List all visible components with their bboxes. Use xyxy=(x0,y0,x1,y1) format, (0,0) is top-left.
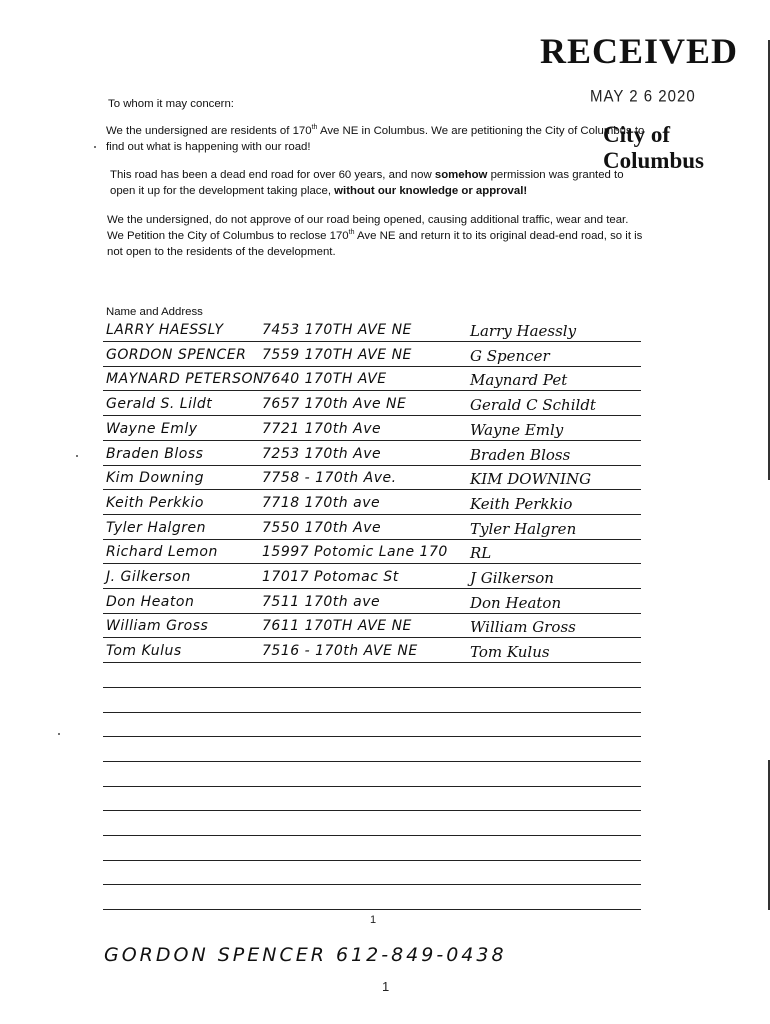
signature-line xyxy=(103,860,641,861)
footer-handwritten-contact: GORDON SPENCER 612-849-0438 xyxy=(104,944,507,966)
paragraph-1-sup: th xyxy=(311,124,318,132)
signature-line xyxy=(103,514,641,515)
paragraph-1-text-b: Ave NE in Columbus. We are petitioning the City of Columbus to find out what is happening with our road! xyxy=(106,125,645,153)
signature-line xyxy=(103,563,641,564)
entry-name: Tom Kulus xyxy=(106,643,182,659)
paragraph-3-sup: th xyxy=(348,229,355,237)
entry-address: 7453 170TH AVE NE xyxy=(262,322,412,338)
signature-line xyxy=(103,712,641,713)
signature-line xyxy=(103,761,641,762)
signature-line xyxy=(103,687,641,688)
entry-name: Tyler Halgren xyxy=(106,520,206,536)
entry-name: Braden Bloss xyxy=(106,446,204,462)
paragraph-2 xyxy=(110,167,650,199)
entry-signature: RL xyxy=(470,544,492,562)
entry-signature: William Gross xyxy=(470,618,576,636)
entry-address: 7657 170th Ave NE xyxy=(262,396,407,412)
paragraph-3-text-b: Ave NE and return it to its original dead-end road, so it is not open to the residents of the development. xyxy=(107,230,643,258)
entry-name: Don Heaton xyxy=(106,594,195,610)
paragraph-2-bold-2: without our knowledge or approval! xyxy=(334,185,528,197)
signature-line xyxy=(103,489,641,490)
paragraph-2-text-b: permission was granted to open it up for the development taking place, xyxy=(110,169,624,197)
entry-signature: J Gilkerson xyxy=(470,569,554,587)
paragraph-2-text-a: This road has been a dead end road for over 60 years, and now xyxy=(110,169,435,181)
paragraph-1-text-a: We the undersigned are residents of 170 xyxy=(106,125,312,137)
salutation: To whom it may concern: xyxy=(108,98,234,110)
signature-line xyxy=(103,588,641,589)
received-stamp: RECEIVED xyxy=(540,31,739,71)
entry-address: 7559 170TH AVE NE xyxy=(262,347,412,363)
signature-line xyxy=(103,390,641,391)
footer-page-number: 1 xyxy=(382,979,390,994)
name-and-address-header: Name and Address xyxy=(106,306,203,318)
entry-name: William Gross xyxy=(106,618,209,634)
paragraph-2-bold-1: somehow xyxy=(434,169,488,181)
signature-line xyxy=(103,415,641,416)
entry-address: 7721 170th Ave xyxy=(262,421,382,437)
entry-signature: Keith Perkkio xyxy=(470,495,573,513)
entry-name: Wayne Emly xyxy=(106,421,198,437)
entry-name: Gerald S. Lildt xyxy=(106,396,213,412)
page-number: 1 xyxy=(370,914,377,926)
entry-name: Richard Lemon xyxy=(106,544,218,560)
paragraph-3 xyxy=(107,212,647,260)
entry-address: 7511 170th ave xyxy=(262,594,381,610)
entry-signature: Wayne Emly xyxy=(470,421,564,439)
signature-line xyxy=(103,835,641,836)
entry-signature: Larry Haessly xyxy=(470,322,577,340)
entry-address: 7640 170TH AVE xyxy=(262,371,387,387)
signature-line xyxy=(103,440,641,441)
paragraph-3-text-a: We the undersigned, do not approve of our road being opened, causing additional traffic, wear and tear. We Petition the City of Columbus to reclose 170 xyxy=(107,214,629,242)
scan-speck xyxy=(58,733,60,735)
entry-signature: G Spencer xyxy=(470,347,550,365)
entry-address: 15997 Potomic Lane 170 xyxy=(262,544,448,560)
entry-signature: Tom Kulus xyxy=(470,643,550,661)
entry-signature: KIM DOWNING xyxy=(470,470,592,488)
paragraph-1 xyxy=(106,123,646,155)
signature-line xyxy=(103,736,641,737)
entry-signature: Braden Bloss xyxy=(470,446,571,464)
signature-line xyxy=(103,884,641,885)
entry-name: LARRY HAESSLY xyxy=(106,322,224,338)
entry-address: 7550 170th Ave xyxy=(262,520,382,536)
signature-line xyxy=(103,341,641,342)
entry-name: Kim Downing xyxy=(106,470,204,486)
signature-line xyxy=(103,539,641,540)
received-date: MAY 2 6 2020 xyxy=(590,87,696,106)
entry-signature: Tyler Halgren xyxy=(470,520,577,538)
signature-line xyxy=(103,786,641,787)
scan-speck xyxy=(94,146,96,148)
entry-name: J. Gilkerson xyxy=(106,569,191,585)
entry-name: GORDON SPENCER xyxy=(106,347,247,363)
signature-line xyxy=(103,637,641,638)
entry-address: 7718 170th ave xyxy=(262,495,381,511)
scan-speck xyxy=(76,455,78,457)
entry-name: Keith Perkkio xyxy=(106,495,204,511)
entry-signature: Gerald C Schildt xyxy=(470,396,596,414)
city-stamp: City of Columbus xyxy=(603,122,704,173)
entry-address: 7516 - 170th AVE NE xyxy=(262,643,418,659)
signature-line xyxy=(103,613,641,614)
entry-address: 17017 Potomac St xyxy=(262,569,399,585)
signature-line xyxy=(103,366,641,367)
signature-line xyxy=(103,662,641,663)
entry-signature: Don Heaton xyxy=(470,594,562,612)
signature-line xyxy=(103,810,641,811)
entry-address: 7611 170TH AVE NE xyxy=(262,618,412,634)
signature-line xyxy=(103,465,641,466)
entry-name: MAYNARD PETERSON xyxy=(106,371,265,387)
entry-address: 7758 - 170th Ave. xyxy=(262,470,397,486)
signature-line xyxy=(103,909,641,910)
entry-signature: Maynard Pet xyxy=(470,371,568,389)
entry-address: 7253 170th Ave xyxy=(262,446,382,462)
